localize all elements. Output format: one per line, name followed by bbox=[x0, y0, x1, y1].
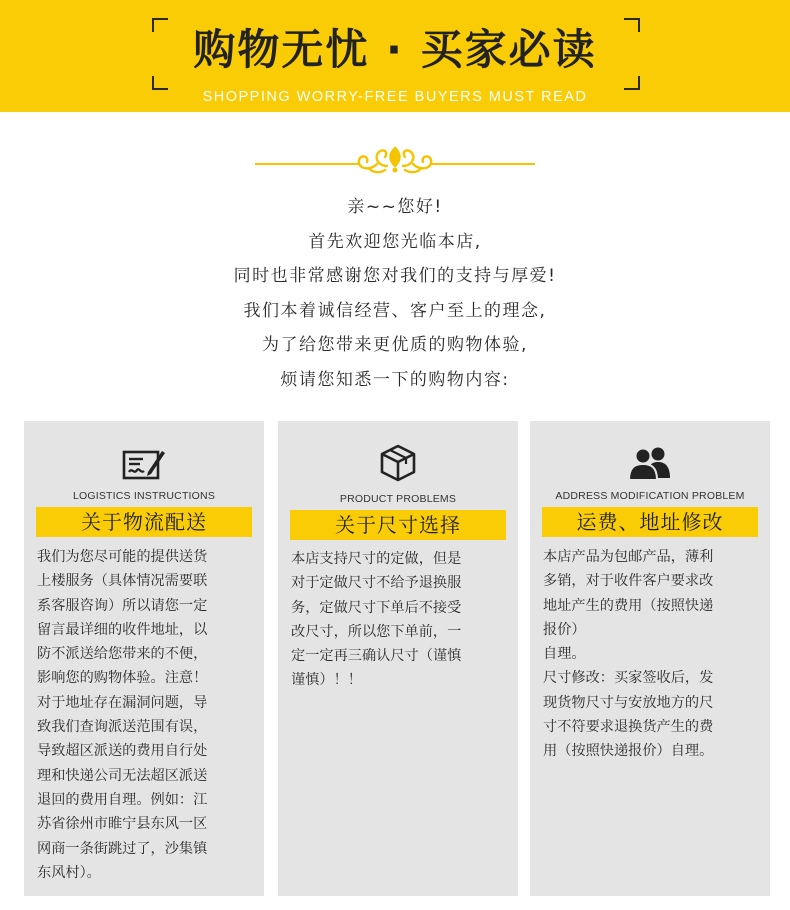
banner-subtitle: SHOPPING WORRY-FREE BUYERS MUST READ bbox=[202, 89, 588, 105]
banner-title: 购物无忧 · 买家必读 bbox=[193, 25, 597, 74]
card-body-line: 网商一条街跳过了，沙集镇 bbox=[37, 840, 208, 857]
card-body-line: 谨慎）！！ bbox=[291, 672, 362, 689]
card-body-line: 寸不符要求退换货产生的费 bbox=[543, 719, 714, 736]
card-body-line: 现货物尺寸与安放地方的尺 bbox=[543, 694, 714, 711]
intro-line: 亲~~您好! bbox=[347, 197, 443, 217]
card-body bbox=[543, 545, 761, 764]
header-banner bbox=[0, 0, 790, 112]
card-title: 运费、地址修改 bbox=[542, 507, 758, 537]
card-title: 关于物流配送 bbox=[36, 507, 252, 537]
card-title: 关于尺寸选择 bbox=[290, 510, 506, 540]
card-body-line: 改尺寸，所以您下单前，一 bbox=[291, 623, 462, 640]
card-body-line: 对于地址存在漏洞问题，导 bbox=[37, 694, 208, 711]
card-en-label: ADDRESS MODIFICATION PROBLEM bbox=[555, 490, 745, 502]
card-body-line: 本店产品为包邮产品，薄利 bbox=[543, 549, 714, 565]
card-body-line: 多销，对于收件客户要求改 bbox=[543, 573, 714, 590]
card-body bbox=[291, 547, 509, 693]
card-body-line: 对于定做尺寸不给予退换服 bbox=[291, 575, 462, 592]
card-body-line: 致我们查询派送范围有误， bbox=[37, 719, 208, 736]
card-body-line: 苏省徐州市睢宁县东风一区 bbox=[37, 816, 208, 833]
card-body-line: 上楼服务（具体情况需要联 bbox=[37, 573, 208, 590]
card-body-line: 报价） bbox=[543, 621, 586, 638]
intro-line: 为了给您带来更优质的购物体验, bbox=[262, 335, 528, 355]
signed-document-icon bbox=[24, 447, 264, 481]
card-address bbox=[530, 421, 770, 896]
package-box-icon bbox=[278, 443, 518, 483]
card-product bbox=[278, 421, 518, 896]
card-body-line: 东风村）。 bbox=[37, 864, 101, 881]
card-body-line: 影响您的购物体验。注意！ bbox=[37, 670, 208, 687]
card-body-line: 系客服咨询）所以请您一定 bbox=[37, 597, 208, 614]
card-logistics bbox=[24, 421, 264, 896]
card-body-line: 务，定做尺寸下单后不接受 bbox=[291, 599, 462, 616]
users-icon bbox=[530, 445, 770, 481]
flourish-divider-icon bbox=[255, 142, 535, 178]
card-body-line: 退回的费用自理。例如：江 bbox=[37, 791, 208, 808]
card-body-line: 理和快递公司无法超区派送 bbox=[37, 767, 208, 784]
card-body-line: 尺寸修改：买家签收后，发 bbox=[543, 670, 714, 687]
card-body bbox=[37, 545, 255, 885]
card-body-line: 留言最详细的收件地址，以 bbox=[37, 621, 208, 638]
card-body-line: 自理。 bbox=[543, 646, 586, 663]
card-body-line: 用（按照快递报价）自理。 bbox=[543, 743, 714, 760]
card-body-line: 导致超区派送的费用自行处 bbox=[37, 743, 208, 760]
card-body-line: 防不派送给您带来的不便， bbox=[37, 646, 208, 663]
card-en-label: PRODUCT PROBLEMS bbox=[339, 493, 457, 505]
intro-line: 烦请您知悉一下的购物内容: bbox=[280, 369, 510, 390]
intro-line: 同时也非常感谢您对我们的支持与厚爱! bbox=[233, 266, 557, 286]
card-body-line: 我们为您尽可能的提供送货 bbox=[37, 549, 208, 565]
intro-line: 首先欢迎您光临本店, bbox=[308, 231, 482, 252]
card-body-line: 定一定再三确认尺寸（谨慎 bbox=[291, 648, 462, 665]
intro-line: 我们本着诚信经营、客户至上的理念, bbox=[243, 300, 547, 321]
card-en-label: LOGISTICS INSTRUCTIONS bbox=[72, 490, 216, 502]
intro-text bbox=[0, 190, 790, 397]
card-body-line: 本店支持尺寸的定做，但是 bbox=[291, 551, 462, 567]
card-body-line: 地址产生的费用（按照快递 bbox=[543, 597, 714, 614]
